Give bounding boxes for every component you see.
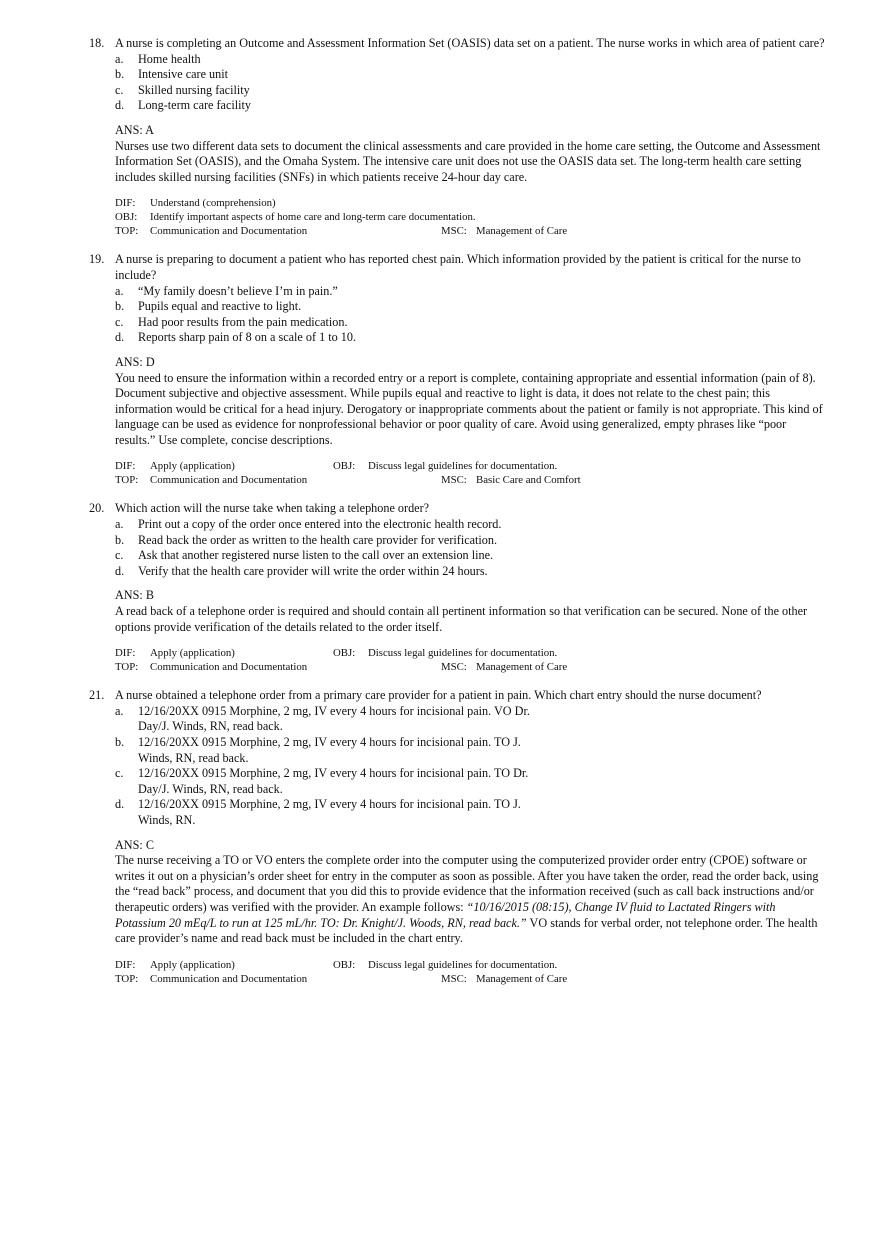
- dif-line: [115, 196, 825, 210]
- answer-block: [115, 588, 825, 635]
- msc-value: Management of Care: [476, 972, 568, 985]
- option-letter: a.: [115, 283, 124, 298]
- obj-label: OBJ:: [333, 647, 356, 660]
- option-letter: a.: [115, 703, 124, 718]
- top-value: Communication and Documentation: [150, 474, 308, 487]
- answer-options: [115, 704, 825, 829]
- msc-label: MSC:: [441, 225, 467, 238]
- option-text: Read back the order as written to the health care provider for verification.: [138, 532, 498, 547]
- option-letter: b.: [115, 532, 125, 547]
- test-bank-page: [0, 36, 880, 986]
- question-number: 20.: [89, 501, 105, 516]
- option-b: [115, 299, 825, 315]
- option-letter: d.: [115, 330, 125, 345]
- obj-label: OBJ:: [115, 211, 138, 224]
- option-d: [115, 564, 825, 580]
- rationale-text-continued: VO stands for verbal order, not telephone order. The health care provider’s name and read back must be included in the chart entry.: [115, 915, 818, 946]
- obj-label: OBJ:: [333, 958, 356, 971]
- rationale-example: “10/16/2015 (08:15), Change IV fluid to Lactated Ringers with Potassium 20 mEq/L to run at 125 mL/hr. TO: Dr. Knight/J. Woods, RN, read back.”: [115, 899, 776, 930]
- question-number: 21.: [89, 688, 105, 703]
- option-text: Had poor results from the pain medication.: [138, 314, 348, 329]
- msc-label: MSC:: [441, 972, 467, 985]
- msc-value: Basic Care and Comfort: [476, 474, 581, 487]
- obj-label: OBJ:: [333, 460, 356, 473]
- top-msc-line: [115, 972, 825, 986]
- question-metadata: [115, 459, 825, 487]
- msc-label: MSC:: [441, 474, 467, 487]
- option-a: [115, 284, 825, 300]
- question-stem: Which action will the nurse take when taking a telephone order?: [115, 501, 430, 516]
- option-letter: d.: [115, 797, 125, 812]
- answer-key: ANS: A: [115, 122, 154, 137]
- dif-label: DIF:: [115, 958, 136, 971]
- answer-options: [115, 517, 825, 579]
- top-label: TOP:: [115, 972, 139, 985]
- option-c: [115, 315, 825, 331]
- option-text: Print out a copy of the order once entered into the electronic health record.: [138, 517, 502, 532]
- option-text: 12/16/20XX 0915 Morphine, 2 mg, IV every 4 hours for incisional pain. TO Dr. Day/J. Winds, RN, read back.: [138, 766, 529, 796]
- option-text: Long-term care facility: [138, 98, 252, 113]
- option-d: [115, 797, 825, 828]
- question-20: [89, 501, 825, 674]
- option-c: [115, 548, 825, 564]
- option-text: “My family doesn’t believe I’m in pain.”: [138, 283, 338, 298]
- rationale: Nurses use two different data sets to document the clinical assessments and care provided in the home care setting, the Outcome and Assessment Information Set (OASIS), and the Omaha System. The intensive care unit does not use the OASIS data set. The long-term health care setting includes skilled nursing facilities (SNFs) in which patients receive 24-hour day care.: [115, 138, 821, 184]
- option-b: [115, 735, 825, 766]
- answer-options: [115, 52, 825, 114]
- rationale-text: The nurse receiving a TO or VO enters the complete order into the computer using the computerized provider order entry (CPOE) software or writes it out on a physician’s order sheet for entry in the computer as soon as possible. After you have taken the order, read the order back, using the “read back” process, and document that you did this to provide evidence that the information received (such as call back instructions and/or therapeutic orders) was verified with the provider. An example follows:: [115, 853, 819, 914]
- top-msc-line: [115, 660, 825, 674]
- dif-label: DIF:: [115, 647, 136, 660]
- option-letter: c.: [115, 314, 124, 329]
- msc-label: MSC:: [441, 661, 467, 674]
- dif-value: Apply (application): [150, 647, 235, 660]
- option-d: [115, 98, 825, 114]
- option-text: 12/16/20XX 0915 Morphine, 2 mg, IV every 4 hours for incisional pain. TO J. Winds, RN, read back.: [138, 735, 521, 765]
- question-metadata: [115, 196, 825, 238]
- obj-value: Identify important aspects of home care and long-term care documentation.: [150, 211, 476, 224]
- rationale: You need to ensure the information within a recorded entry or a report is complete, containing appropriate and essential information (pain of 8). Document subjective and objective assessment. While pupils equal and reactive to light is data, it does not relate to the chest pain; this information would be critical for a head injury. Derogatory or inappropriate comments about the patient or family is not appropriate. This kind of language can be used as evidence for nonprofessional behavior or poor quality of care. Avoid using generalized, empty phrases like “poor results.” Use complete, concise descriptions.: [115, 370, 823, 447]
- answer-key: ANS: D: [115, 354, 155, 369]
- obj-value: Discuss legal guidelines for documentation.: [368, 958, 558, 971]
- rationale: A read back of a telephone order is required and should contain all pertinent information so that verification can be secured. None of the other options provide verification of the details related to the order itself.: [115, 604, 808, 634]
- option-a: [115, 704, 825, 735]
- dif-obj-line: [115, 958, 825, 972]
- answer-block: [115, 838, 825, 947]
- question-19: [89, 252, 825, 487]
- top-value: Communication and Documentation: [150, 972, 308, 985]
- dif-label: DIF:: [115, 460, 136, 473]
- question-metadata: [115, 646, 825, 674]
- option-letter: c.: [115, 82, 124, 97]
- option-a: [115, 52, 825, 68]
- question-stem: A nurse is preparing to document a patient who has reported chest pain. Which information provided by the patient is critical for the nurse to include?: [115, 252, 801, 282]
- option-text: Pupils equal and reactive to light.: [138, 299, 302, 314]
- option-letter: a.: [115, 517, 124, 532]
- option-letter: c.: [115, 548, 124, 563]
- question-metadata: [115, 958, 825, 986]
- option-d: [115, 330, 825, 346]
- question-18: [89, 36, 825, 238]
- option-b: [115, 533, 825, 549]
- question-stem: A nurse obtained a telephone order from a primary care provider for a patient in pain. Which chart entry should the nurse document?: [115, 688, 762, 703]
- option-letter: a.: [115, 51, 124, 66]
- question-number: 19.: [89, 252, 105, 267]
- top-msc-line: [115, 473, 825, 487]
- top-label: TOP:: [115, 225, 139, 238]
- question-21: [89, 688, 825, 986]
- option-c: [115, 83, 825, 99]
- option-letter: d.: [115, 563, 125, 578]
- msc-value: Management of Care: [476, 225, 568, 238]
- option-text: Home health: [138, 51, 201, 66]
- top-msc-line: [115, 224, 825, 238]
- top-label: TOP:: [115, 474, 139, 487]
- option-text: 12/16/20XX 0915 Morphine, 2 mg, IV every 4 hours for incisional pain. VO Dr. Day/J. Winds, RN, read back.: [138, 703, 530, 734]
- option-text: Ask that another registered nurse listen to the call over an extension line.: [138, 548, 494, 563]
- option-a: [115, 517, 825, 533]
- option-c: [115, 766, 825, 797]
- option-letter: b.: [115, 735, 125, 749]
- option-letter: b.: [115, 299, 125, 314]
- dif-value: Apply (application): [150, 958, 235, 971]
- question-number: 18.: [89, 36, 105, 50]
- msc-value: Management of Care: [476, 661, 568, 674]
- option-letter: c.: [115, 766, 124, 781]
- answer-block: [115, 123, 825, 185]
- obj-line: [115, 210, 825, 224]
- dif-value: Apply (application): [150, 460, 235, 473]
- option-letter: d.: [115, 98, 125, 113]
- option-text: Reports sharp pain of 8 on a scale of 1 to 10.: [138, 330, 356, 345]
- dif-obj-line: [115, 646, 825, 660]
- option-text: Intensive care unit: [138, 67, 229, 82]
- dif-value: Understand (comprehension): [150, 197, 276, 210]
- question-stem: A nurse is completing an Outcome and Assessment Information Set (OASIS) data set on a patient. The nurse works in which area of patient care?: [115, 36, 825, 50]
- option-b: [115, 67, 825, 83]
- obj-value: Discuss legal guidelines for documentation.: [368, 460, 558, 473]
- top-value: Communication and Documentation: [150, 225, 308, 238]
- option-letter: b.: [115, 67, 125, 82]
- answer-block: [115, 355, 825, 449]
- top-value: Communication and Documentation: [150, 661, 308, 674]
- option-text: 12/16/20XX 0915 Morphine, 2 mg, IV every 4 hours for incisional pain. TO J. Winds, RN.: [138, 797, 521, 827]
- obj-value: Discuss legal guidelines for documentation.: [368, 647, 558, 660]
- answer-key: ANS: C: [115, 837, 154, 852]
- dif-label: DIF:: [115, 197, 136, 210]
- top-label: TOP:: [115, 661, 139, 674]
- rationale: [115, 853, 825, 947]
- dif-obj-line: [115, 459, 825, 473]
- option-text: Skilled nursing facility: [138, 82, 250, 97]
- answer-options: [115, 284, 825, 346]
- answer-key: ANS: B: [115, 588, 154, 603]
- option-text: Verify that the health care provider will write the order within 24 hours.: [138, 563, 488, 578]
